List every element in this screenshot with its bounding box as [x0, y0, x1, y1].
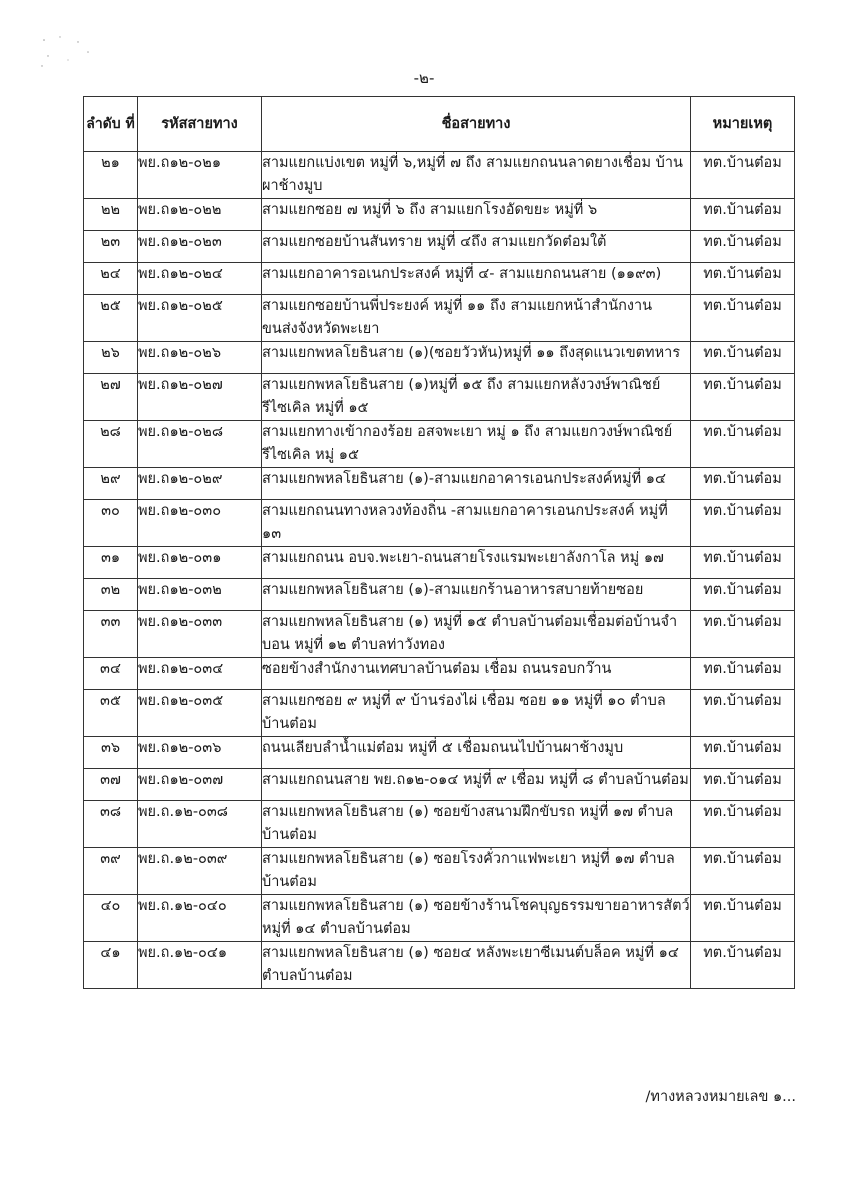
cell-no: ๒๖ [84, 342, 138, 374]
cell-note: ทต.บ้านต๋อม [691, 942, 795, 989]
cell-name: สามแยกพหลโยธินสาย (๑) หมู่ที่ ๑๕ ตำบลบ้านต๋อมเชื่อมต่อบ้านจำบอน หมู่ที่ ๑๒ ตำบลท่าวังทอง [262, 611, 691, 658]
continuation-note: /ทางหลวงหมายเลข ๑... [645, 1089, 796, 1105]
table-row [84, 737, 795, 769]
cell-code: พย.ถ๑๒-๐๒๕ [138, 295, 262, 342]
cell-name: ถนนเลียบลำน้ำแม่ต๋อม หมู่ที่ ๕ เชื่อมถนนไปบ้านผาช้างมูบ [262, 737, 691, 769]
cell-code: พย.ถ๑๒-๐๓๒ [138, 579, 262, 611]
table-row [84, 611, 795, 658]
cell-no: ๔๑ [84, 942, 138, 989]
cell-code: พย.ถ๑๒-๐๓๕ [138, 690, 262, 737]
cell-code: พย.ถ๑๒-๐๒๘ [138, 421, 262, 468]
cell-no: ๒๔ [84, 263, 138, 295]
table-row [84, 295, 795, 342]
cell-note: ทต.บ้านต๋อม [691, 295, 795, 342]
cell-note: ทต.บ้านต๋อม [691, 848, 795, 895]
cell-no: ๓๕ [84, 690, 138, 737]
cell-note: ทต.บ้านต๋อม [691, 342, 795, 374]
cell-name: สามแยกซอยบ้านสันทราย หมู่ที่ ๔ถึง สามแยกวัดต๋อมใต้ [262, 231, 691, 263]
cell-no: ๓๑ [84, 547, 138, 579]
cell-name: สามแยกพหลโยธินสาย (๑) ซอยข้างร้านโชคบุญธรรมขายอาหารสัตว์ หมู่ที่ ๑๔ ตำบลบ้านต๋อม [262, 895, 691, 942]
header-no: ลำดับ ที่ [84, 97, 138, 152]
table-row [84, 895, 795, 942]
cell-no: ๒๗ [84, 374, 138, 421]
cell-no: ๒๘ [84, 421, 138, 468]
table-row [84, 801, 795, 848]
cell-note: ทต.บ้านต๋อม [691, 468, 795, 500]
cell-code: พย.ถ.๑๒-๐๓๙ [138, 848, 262, 895]
cell-no: ๓๓ [84, 611, 138, 658]
cell-no: ๓๔ [84, 658, 138, 690]
cell-code: พย.ถ.๑๒-๐๓๘ [138, 801, 262, 848]
table-row [84, 500, 795, 547]
table-row [84, 342, 795, 374]
cell-code: พย.ถ๑๒-๐๓๑ [138, 547, 262, 579]
cell-no: ๒๑ [84, 152, 138, 199]
table-header-row [84, 97, 795, 152]
cell-code: พย.ถ๑๒-๐๓๓ [138, 611, 262, 658]
cell-name: สามแยกพหลโยธินสาย (๑)-สามแยกร้านอาหารสบายท้ายซอย [262, 579, 691, 611]
table-row [84, 421, 795, 468]
cell-no: ๓๗ [84, 769, 138, 801]
cell-code: พย.ถ๑๒-๐๒๖ [138, 342, 262, 374]
cell-no: ๓๖ [84, 737, 138, 769]
cell-note: ทต.บ้านต๋อม [691, 769, 795, 801]
table-row [84, 658, 795, 690]
road-list-table [83, 96, 795, 989]
cell-note: ทต.บ้านต๋อม [691, 737, 795, 769]
table-row [84, 231, 795, 263]
table-row [84, 942, 795, 989]
table-row [84, 769, 795, 801]
cell-note: ทต.บ้านต๋อม [691, 263, 795, 295]
cell-name: สามแยกทางเข้ากองร้อย อสจพะเยา หมู่ ๑ ถึง สามแยกวงษ์พาณิชย์ รีไซเคิล หมู่ ๑๕ [262, 421, 691, 468]
cell-code: พย.ถ๑๒-๐๒๔ [138, 263, 262, 295]
cell-note: ทต.บ้านต๋อม [691, 895, 795, 942]
cell-note: ทต.บ้านต๋อม [691, 152, 795, 199]
cell-code: พย.ถ.๑๒-๐๔๐ [138, 895, 262, 942]
cell-name: สามแยกพหลโยธินสาย (๑) ซอยโรงคั่วกาแฟพะเยา หมู่ที่ ๑๗ ตำบลบ้านต๋อม [262, 848, 691, 895]
page-number: -๒- [413, 69, 435, 87]
table-row [84, 199, 795, 231]
cell-name: ซอยข้างสำนักงานเทศบาลบ้านต๋อม เชื่อม ถนนรอบกว๊าน [262, 658, 691, 690]
cell-code: พย.ถ๑๒-๐๒๒ [138, 199, 262, 231]
cell-code: พย.ถ๑๒-๐๒๑ [138, 152, 262, 199]
cell-code: พย.ถ๑๒-๐๒๓ [138, 231, 262, 263]
cell-note: ทต.บ้านต๋อม [691, 547, 795, 579]
cell-name: สามแยกซอยบ้านพี่ประยงค์ หมู่ที่ ๑๑ ถึง สามแยกหน้าสำนักงาน ขนส่งจังหวัดพะเยา [262, 295, 691, 342]
cell-no: ๒๕ [84, 295, 138, 342]
header-name: ชื่อสายทาง [262, 97, 691, 152]
table-row [84, 579, 795, 611]
cell-code: พย.ถ๑๒-๐๒๙ [138, 468, 262, 500]
cell-code: พย.ถ.๑๒-๐๔๑ [138, 942, 262, 989]
cell-no: ๒๙ [84, 468, 138, 500]
table-row [84, 848, 795, 895]
cell-name: สามแยกถนนทางหลวงท้องถิ่น -สามแยกอาคารเอนกประสงค์ หมู่ที่ ๑๓ [262, 500, 691, 547]
cell-no: ๓๘ [84, 801, 138, 848]
cell-note: ทต.บ้านต๋อม [691, 500, 795, 547]
table-row [84, 374, 795, 421]
header-note: หมายเหตุ [691, 97, 795, 152]
cell-name: สามแยกแบ่งเขต หมู่ที่ ๖,หมู่ที่ ๗ ถึง สามแยกถนนลาดยางเชื่อม บ้านผาช้างมูบ [262, 152, 691, 199]
table-row [84, 547, 795, 579]
cell-name: สามแยกซอย ๙ หมู่ที่ ๙ บ้านร่องไผ่ เชื่อม ซอย ๑๑ หมู่ที่ ๑๐ ตำบลบ้านต๋อม [262, 690, 691, 737]
cell-no: ๓๐ [84, 500, 138, 547]
cell-note: ทต.บ้านต๋อม [691, 231, 795, 263]
table-row [84, 690, 795, 737]
cell-note: ทต.บ้านต๋อม [691, 374, 795, 421]
table-row [84, 263, 795, 295]
cell-note: ทต.บ้านต๋อม [691, 199, 795, 231]
cell-code: พย.ถ๑๒-๐๓๗ [138, 769, 262, 801]
cell-note: ทต.บ้านต๋อม [691, 421, 795, 468]
cell-note: ทต.บ้านต๋อม [691, 579, 795, 611]
cell-name: สามแยกพหลโยธินสาย (๑) ซอย๔ หลังพะเยาซีเมนต์บล็อค หมู่ที่ ๑๔ ตำบลบ้านต๋อม [262, 942, 691, 989]
cell-no: ๓๒ [84, 579, 138, 611]
cell-name: สามแยกถนนสาย พย.ถ๑๒-๐๑๔ หมู่ที่ ๙ เชื่อม หมู่ที่ ๘ ตำบลบ้านต๋อม [262, 769, 691, 801]
cell-code: พย.ถ๑๒-๐๓๐ [138, 500, 262, 547]
cell-code: พย.ถ๑๒-๐๓๔ [138, 658, 262, 690]
table-row [84, 468, 795, 500]
cell-name: สามแยกพหลโยธินสาย (๑)หมู่ที่ ๑๕ ถึง สามแยกหลังวงษ์พาณิชย์ รีไซเคิล หมู่ที่ ๑๕ [262, 374, 691, 421]
cell-name: สามแยกถนน อบจ.พะเยา-ถนนสายโรงแรมพะเยาลังกาโล หมู่ ๑๗ [262, 547, 691, 579]
cell-no: ๒๓ [84, 231, 138, 263]
cell-code: พย.ถ๑๒-๐๒๗ [138, 374, 262, 421]
cell-no: ๓๙ [84, 848, 138, 895]
cell-code: พย.ถ๑๒-๐๓๖ [138, 737, 262, 769]
cell-note: ทต.บ้านต๋อม [691, 658, 795, 690]
cell-name: สามแยกพหลโยธินสาย (๑)(ซอยวัวหัน)หมู่ที่ ๑๑ ถึงสุดแนวเขตทหาร [262, 342, 691, 374]
cell-name: สามแยกซอย ๗ หมู่ที่ ๖ ถึง สามแยกโรงอัดขยะ หมู่ที่ ๖ [262, 199, 691, 231]
cell-note: ทต.บ้านต๋อม [691, 611, 795, 658]
cell-note: ทต.บ้านต๋อม [691, 690, 795, 737]
table-row [84, 152, 795, 199]
cell-no: ๔๐ [84, 895, 138, 942]
cell-name: สามแยกพหลโยธินสาย (๑) ซอยข้างสนามฝึกขับรถ หมู่ที่ ๑๗ ตำบลบ้านต๋อม [262, 801, 691, 848]
cell-name: สามแยกพหลโยธินสาย (๑)-สามแยกอาคารเอนกประสงค์หมู่ที่ ๑๔ [262, 468, 691, 500]
cell-note: ทต.บ้านต๋อม [691, 801, 795, 848]
header-code: รหัสสายทาง [138, 97, 262, 152]
cell-no: ๒๒ [84, 199, 138, 231]
cell-name: สามแยกอาคารอเนกประสงค์ หมู่ที่ ๔- สามแยกถนนสาย (๑๑๙๓) [262, 263, 691, 295]
